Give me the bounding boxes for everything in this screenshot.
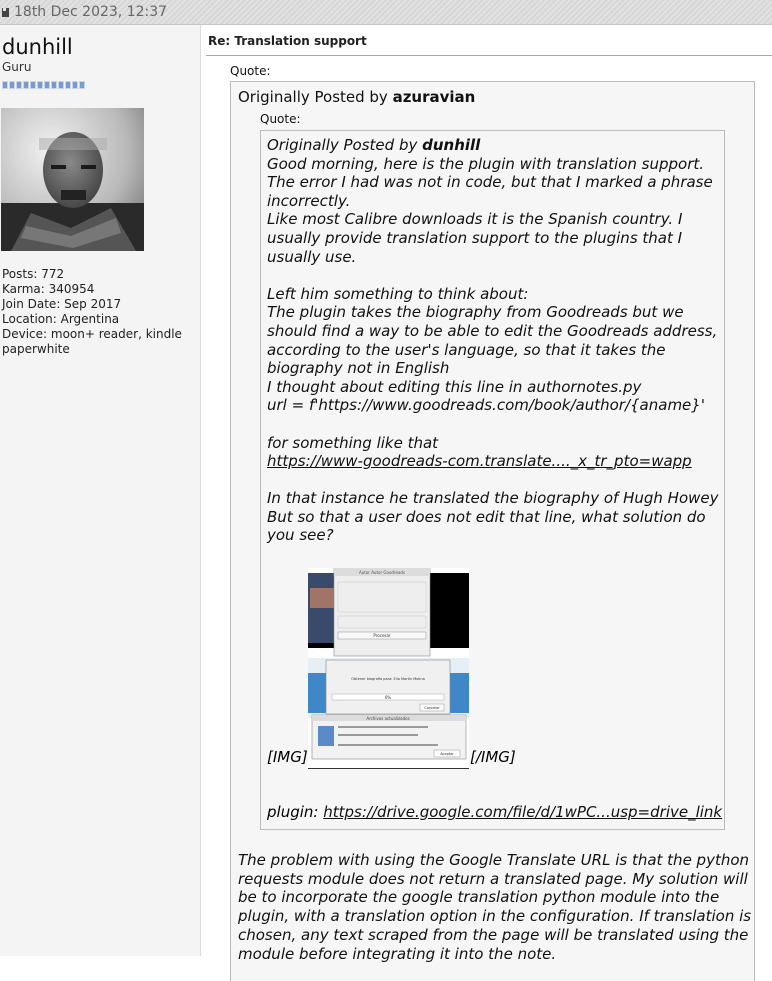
quote-line: The plugin takes the biography from Goodreads but we should find a way to be able to edit the Goodreads address, according to the user's language, so that it takes the biography not in English (267, 303, 718, 378)
reputation-pip (72, 81, 78, 89)
stat-location: Location: Argentina (2, 312, 120, 326)
process-button: Procesar (373, 633, 391, 638)
embedded-image-area (267, 568, 567, 768)
quote-line: The error I had was not in code, but that I marked a phrase incorrectly. (267, 173, 713, 210)
quote-line: I thought about editing this line in authornotes.py (267, 377, 642, 396)
img-tag-open: [IMG] (267, 748, 308, 766)
outer-quote-attribution: Originally Posted by azuravian (238, 88, 476, 106)
stat-device: Device: moon+ reader, kindle paperwhite (2, 327, 182, 356)
blank-line (267, 266, 727, 285)
quote-line: Like most Calibre downloads it is the Spanish country. I usually provide translation support to the plugins that I usually use. (267, 210, 683, 266)
reputation-pip (65, 81, 71, 89)
reply-text: The problem with using the Google Translate URL is that the python requests module does not return a translated page. My solution will be to incorporate the google translation python module into the plugin, with a translation option in the configuration. If translation is chosen, any text scraped from the page will be translated using the module before integrating it into the note. (238, 851, 752, 963)
user-sidebar (0, 25, 201, 956)
quote-line: In that instance he translated the biography of Hugh Howey (267, 489, 719, 508)
username-link[interactable]: dunhill (2, 35, 73, 59)
reputation-pip (9, 81, 15, 89)
inner-quote-text (267, 136, 727, 545)
reputation-pip (58, 81, 64, 89)
plugin-download-link[interactable]: https://drive.google.com/file/d/1wPC...usp=drive_link (323, 803, 723, 821)
stat-karma: Karma: 340954 (2, 282, 95, 296)
reputation-pip (79, 81, 85, 89)
post-date: 18th Dec 2023, 12:37 (14, 4, 168, 20)
title-divider (206, 55, 772, 56)
dialog-obtener (326, 660, 450, 714)
blank-line (267, 471, 727, 490)
translate-link[interactable]: https://www-goodreads-com.translate...._x_tr_pto=wapp (267, 452, 692, 471)
stat-posts: Posts: 772 (2, 267, 65, 281)
user-title: Guru (2, 60, 32, 74)
reputation-pip (2, 81, 8, 89)
reputation-pip (51, 81, 57, 89)
reputation-pip (23, 81, 29, 89)
quote-label-outer: Quote: (230, 64, 271, 78)
progress-text: 0% (384, 695, 392, 700)
reputation-pip (30, 81, 36, 89)
avatar[interactable] (1, 108, 144, 251)
dialog2-title: Obtener biografia para: Elia Martin Molina (351, 677, 425, 681)
quote-line: url = f'https://www.goodreads.com/book/author/{aname}' (267, 396, 705, 415)
dialog3-title: Archivos actualizados (366, 716, 410, 721)
quote-line: Good morning, here is the plugin with translation support. (267, 154, 705, 173)
post-icon (2, 8, 9, 17)
reputation-pip (16, 81, 22, 89)
accept-button: Aceptar (440, 752, 454, 756)
inner-quote-attribution: Originally Posted by dunhill (267, 136, 481, 154)
user-stats (2, 267, 198, 357)
reputation-pip (44, 81, 50, 89)
quote-label-inner: Quote: (260, 112, 301, 126)
blank-line (267, 415, 727, 434)
quote-line: Left him something to think about: (267, 284, 529, 303)
inner-quote-author: dunhill (422, 136, 481, 154)
post-content (201, 25, 772, 963)
cancel-button: Cancelar (424, 706, 440, 710)
img-tag-close: [/IMG] (470, 748, 516, 766)
reputation-pip (37, 81, 43, 89)
dialog1-title: Autor Autor Goodreads (358, 570, 406, 575)
outer-quote-author: azuravian (392, 88, 476, 106)
plugin-screenshot-image[interactable] (308, 568, 469, 769)
stat-join-date: Join Date: Sep 2017 (2, 297, 122, 311)
post-header-bar (0, 0, 772, 25)
post-title: Re: Translation support (208, 34, 367, 48)
quote-line: for something like that (267, 433, 439, 452)
plugin-line: plugin: https://drive.google.com/file/d/1wPC...usp=drive_link (267, 803, 723, 821)
reputation-bar (2, 81, 85, 89)
quote-line: But so that a user does not edit that line, what solution do you see? (267, 507, 706, 545)
dialog-autor (334, 568, 430, 656)
dialog-archivos (312, 715, 466, 759)
